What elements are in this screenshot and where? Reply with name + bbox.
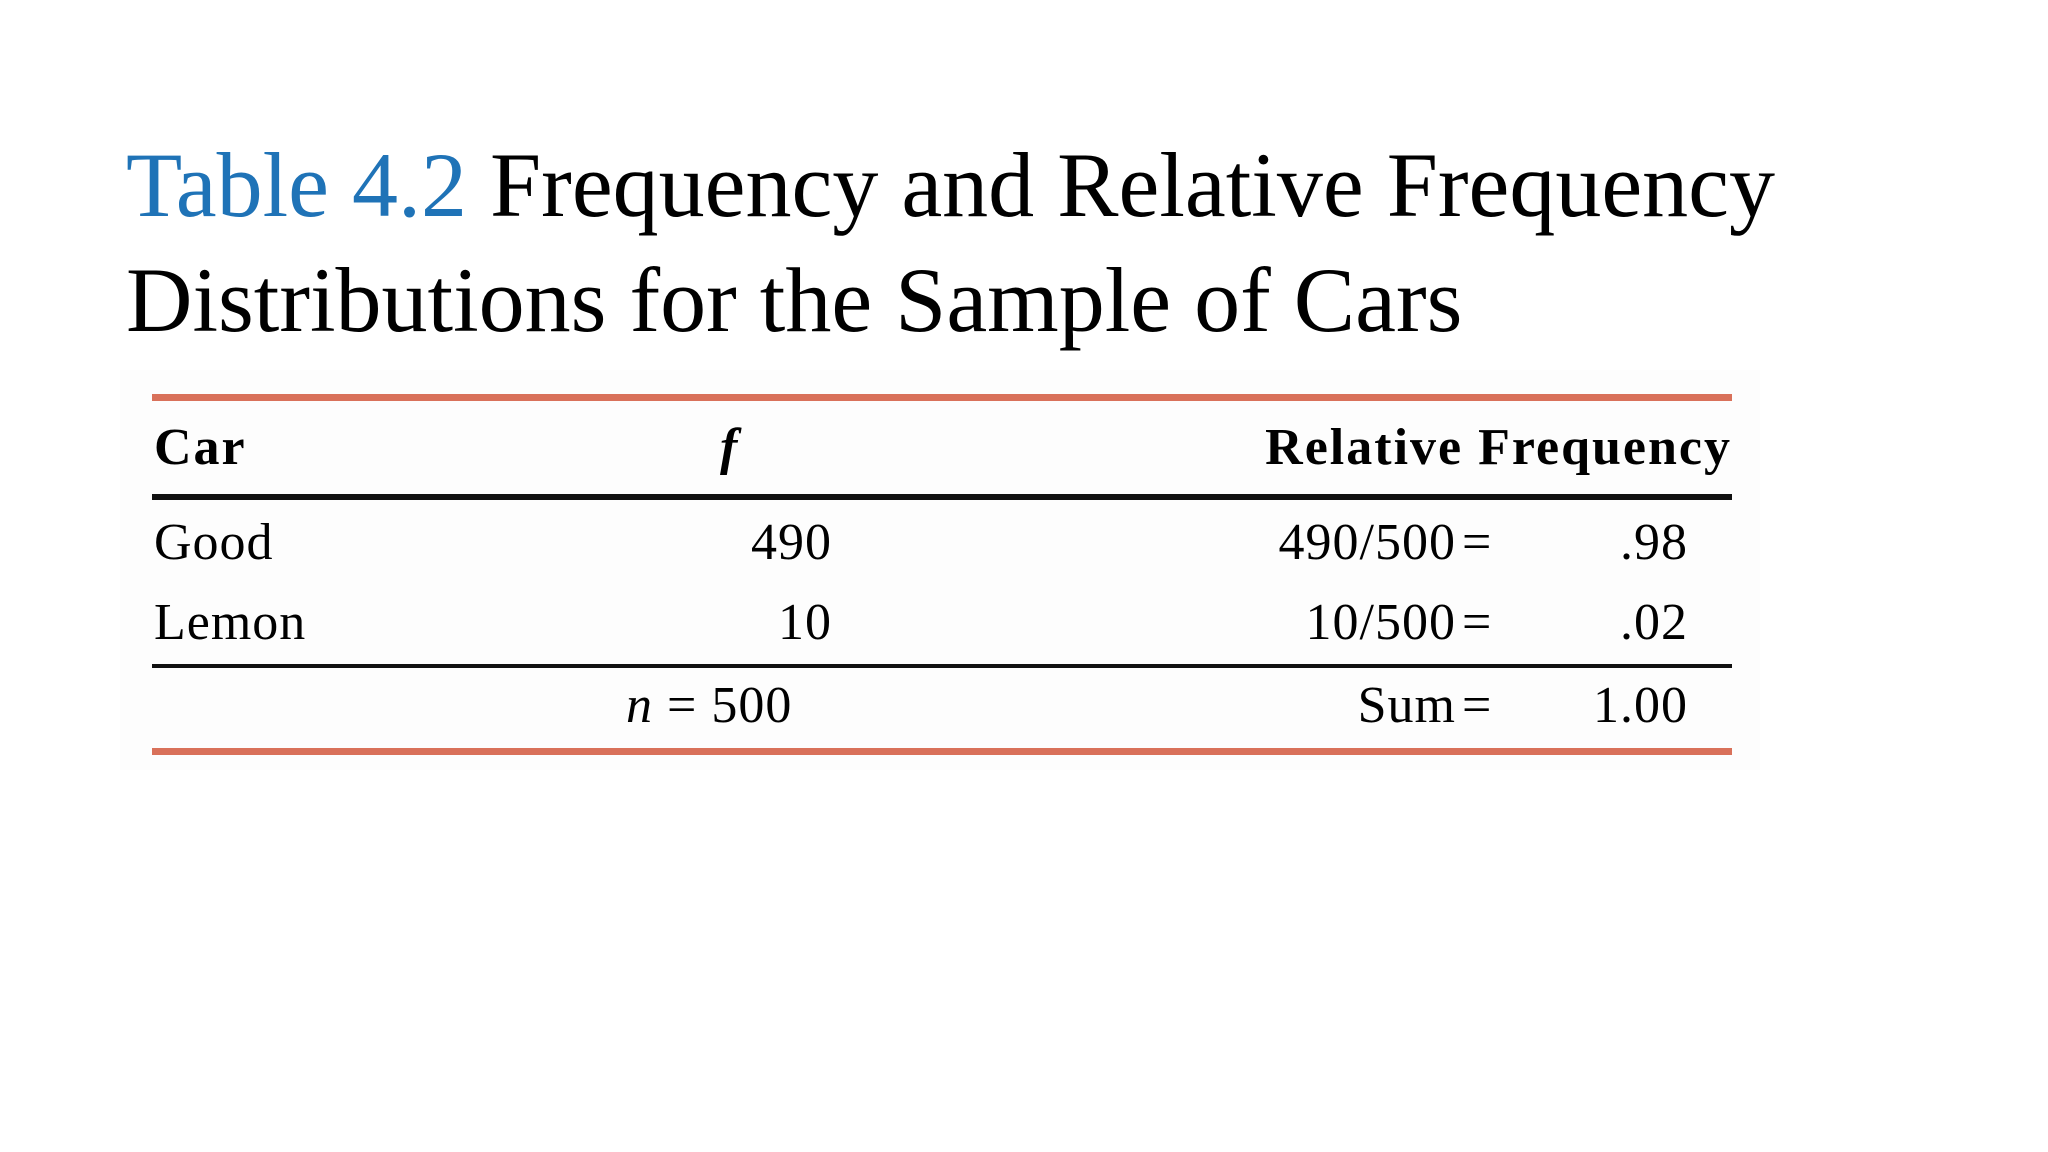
header-frequency: f bbox=[720, 419, 740, 476]
cell-f-good: 490 bbox=[751, 514, 832, 571]
table-top-rule bbox=[152, 394, 1732, 401]
n-value: 500 bbox=[711, 677, 793, 734]
title-text-line2: Distributions for the Sample of Cars bbox=[126, 249, 1463, 351]
slide-title bbox=[126, 128, 1826, 358]
n-symbol: n bbox=[626, 677, 653, 734]
cell-rf-lemon: .02 bbox=[1620, 594, 1688, 651]
cell-f-lemon: 10 bbox=[778, 594, 832, 651]
title-text-line1: Frequency and Relative Frequency bbox=[490, 134, 1776, 236]
cell-equals-lemon: = bbox=[1462, 594, 1493, 651]
n-equals: = bbox=[667, 677, 698, 734]
sum-value: 1.00 bbox=[1593, 677, 1688, 734]
table-bottom-rule bbox=[152, 748, 1732, 755]
cell-ratio-good: 490/500 bbox=[1278, 514, 1456, 571]
cell-car-good: Good bbox=[154, 514, 274, 571]
total-n bbox=[626, 676, 792, 736]
table-number-label: Table 4.2 bbox=[126, 134, 468, 236]
header-car: Car bbox=[154, 419, 247, 476]
cell-rf-good: .98 bbox=[1620, 514, 1688, 571]
header-relative-frequency: Relative Frequency bbox=[1265, 419, 1732, 476]
cell-equals-good: = bbox=[1462, 514, 1493, 571]
sum-equals: = bbox=[1462, 677, 1493, 734]
header-rule bbox=[152, 494, 1732, 500]
frequency-table bbox=[120, 370, 1760, 770]
totals-rule bbox=[152, 664, 1732, 668]
cell-ratio-lemon: 10/500 bbox=[1305, 594, 1456, 651]
sum-label: Sum bbox=[1357, 677, 1456, 734]
cell-car-lemon: Lemon bbox=[154, 594, 307, 651]
